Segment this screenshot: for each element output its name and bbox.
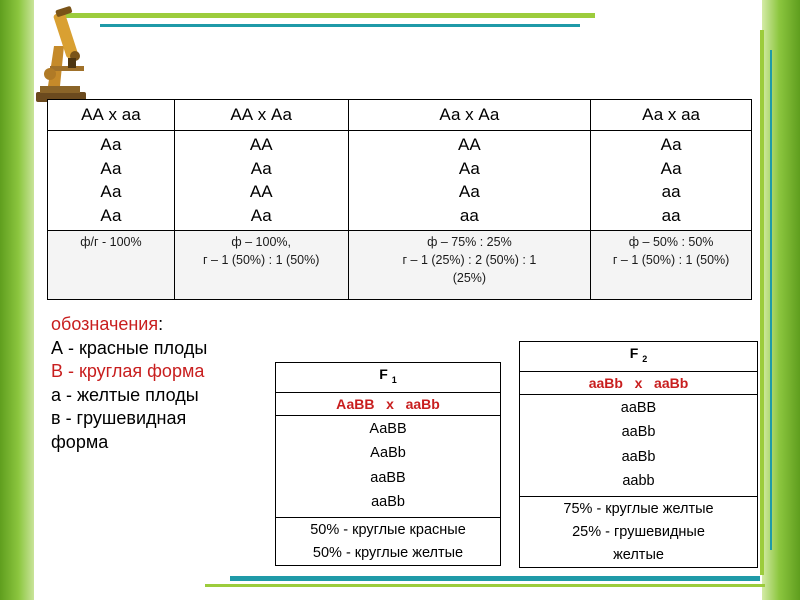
offspring-genotypes-cell (591, 131, 752, 231)
f2-header (520, 342, 758, 372)
genotype: аа (661, 205, 681, 225)
genotype: АА (249, 182, 273, 201)
crosses-table (47, 99, 752, 300)
genotype: ааВb (371, 494, 405, 511)
genotype: АА (249, 135, 273, 154)
genotype: АаВb (370, 445, 406, 462)
offspring-genotypes-cell (174, 131, 348, 231)
ratio-line: (25%) (452, 271, 487, 285)
genotype: ааВВ (620, 399, 657, 416)
legend-line: В - круглая форма (51, 361, 205, 381)
ratio-summary-cell (348, 231, 591, 300)
f1-table (275, 362, 501, 566)
genotype: ааbb (622, 473, 655, 490)
generation-index: 2 (642, 353, 648, 364)
genotype: Аа (100, 205, 122, 225)
bottom-stripe-teal (230, 576, 760, 581)
genotype: Аа (100, 158, 122, 178)
genotype: Аа (100, 135, 122, 154)
result-line: желтые (613, 546, 664, 563)
generation-label: F (629, 345, 639, 361)
legend-line: А - красные плоды (51, 337, 208, 358)
result-line: 50% - круглые красные (310, 521, 466, 538)
legend (51, 313, 207, 454)
ratio-line: г – 1 (50%) : 1 (50%) (612, 253, 730, 267)
genotype: ааВb (621, 448, 656, 465)
offspring-genotypes-cell (348, 131, 591, 231)
top-stripe-teal (100, 24, 580, 27)
bottom-stripe-green (205, 584, 765, 587)
legend-colon: : (158, 314, 164, 334)
genotype: аа (661, 182, 681, 201)
cross-header: Аа х аа (591, 100, 752, 131)
f1-header (276, 363, 501, 393)
legend-line: в - грушевидная (51, 408, 187, 428)
f1-genotypes (276, 415, 501, 517)
genotype: Аа (250, 205, 272, 225)
f2-table (519, 341, 758, 568)
generation-index: 1 (391, 374, 397, 385)
genotype: ааВВ (370, 469, 406, 486)
right-vertical-stripe (760, 30, 764, 575)
cross-header: АА х аа (48, 100, 175, 131)
cross-header: Аа х Аа (348, 100, 591, 131)
genotype: Аа (660, 135, 682, 154)
genotype: Аа (458, 158, 480, 178)
genotype: Аа (458, 182, 480, 201)
right-vertical-stripe-2 (770, 50, 772, 550)
ratio-line: ф – 50% : 50% (628, 235, 714, 249)
genotype: АА (458, 135, 481, 154)
genotype: аа (459, 205, 479, 225)
legend-line: форма (51, 431, 109, 452)
legend-line: а - желтые плоды (51, 384, 199, 405)
f1-results (276, 517, 501, 565)
genotype: Аа (250, 158, 272, 178)
genotype: АаВВ (369, 420, 407, 437)
ratio-line: ф/г - 100% (80, 235, 142, 249)
f2-results (520, 496, 758, 567)
cross-header: АА х Аа (174, 100, 348, 131)
ratio-summary-cell (591, 231, 752, 300)
ratio-line: ф – 75% : 25% (427, 235, 512, 249)
ratio-summary-cell (174, 231, 348, 300)
ratio-line: ф – 100%, (231, 235, 292, 249)
genotypes-row (48, 131, 752, 231)
result-line: 50% - круглые желтые (312, 544, 464, 561)
microscope-icon (30, 6, 94, 104)
f2-cross: ааВb х ааВb (520, 371, 758, 394)
crosses-header-row (48, 100, 752, 131)
legend-title: обозначения (51, 314, 159, 334)
genotype: Аа (660, 158, 682, 178)
generation-label: F (379, 366, 388, 382)
genotype: ааВb (621, 424, 656, 441)
ratio-line: г – 1 (25%) : 2 (50%) : 1 (402, 253, 537, 267)
result-line: 25% - грушевидные (572, 523, 705, 540)
top-stripe-green (60, 13, 595, 18)
f2-genotypes (520, 394, 758, 496)
result-line: 75% - круглые желтые (563, 500, 714, 517)
genotype: Аа (100, 182, 122, 201)
f1-cross: АаВВ х ааВb (276, 392, 501, 415)
ratio-line: г – 1 (50%) : 1 (50%) (202, 253, 320, 267)
right-green-edge (762, 0, 800, 600)
ratio-summary-row (48, 231, 752, 300)
ratio-summary-cell (48, 231, 175, 300)
offspring-genotypes-cell (48, 131, 175, 231)
left-green-edge (0, 0, 34, 600)
legend-title-line (51, 313, 207, 337)
